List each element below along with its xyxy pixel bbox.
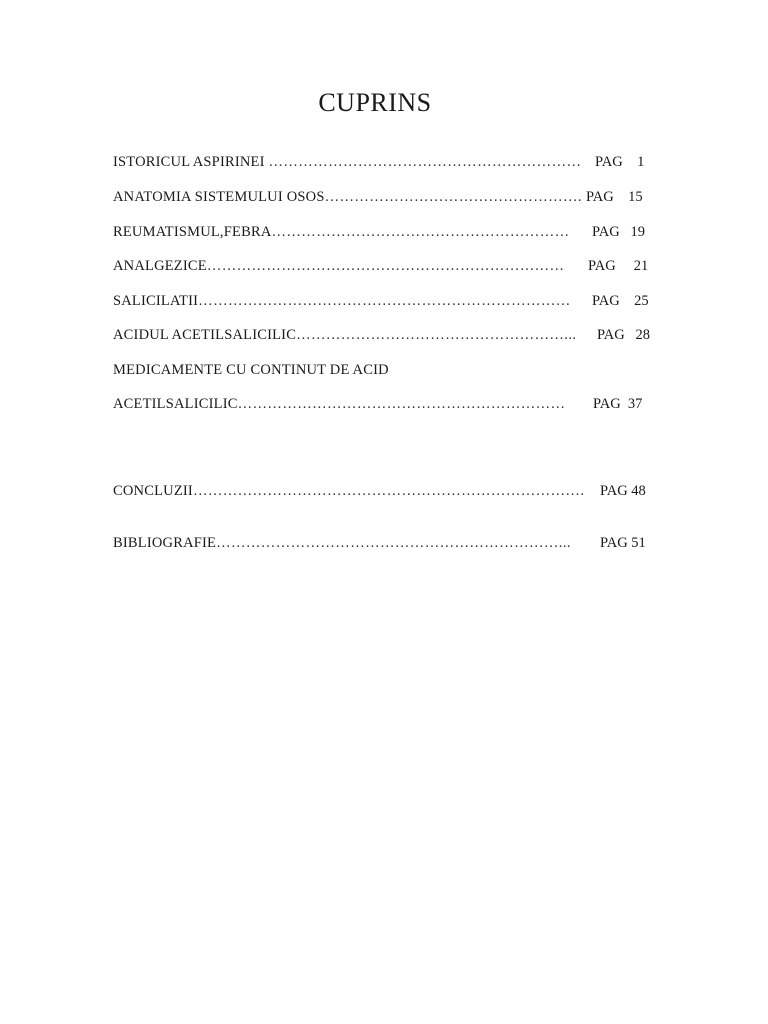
toc-page-number: PAG 1 xyxy=(595,154,645,170)
toc-page-number: PAG 48 xyxy=(600,483,646,499)
toc-page-number: PAG 51 xyxy=(600,535,646,551)
page-title: CUPRINS xyxy=(318,88,432,117)
toc-leader-dots: ……………………………………………………………… xyxy=(206,258,565,274)
toc-entry-reumatismul xyxy=(113,224,658,241)
toc-page-number: PAG 28 xyxy=(597,327,651,343)
toc-entry-text: BIBLIOGRAFIE xyxy=(113,535,217,551)
toc-entry-text: ACETILSALICILIC xyxy=(113,396,238,412)
toc-entry-text: MEDICAMENTE CU CONTINUT DE ACID xyxy=(113,362,389,378)
toc-page-number: PAG 37 xyxy=(593,396,643,412)
toc-entry-istoricul-aspirinei xyxy=(113,154,658,171)
toc-entry-acetilsalicilic xyxy=(113,396,658,413)
toc-entry-concluzii xyxy=(113,483,658,500)
toc-entry-text: ANALGEZICE xyxy=(113,258,207,274)
toc-page-number: PAG 21 xyxy=(588,258,649,274)
toc-page-number: PAG 25 xyxy=(592,293,649,309)
toc-entry-anatomia xyxy=(113,189,658,206)
toc-entry-text: SALICILATII xyxy=(113,293,199,309)
toc-entry-salicilatii xyxy=(113,293,658,310)
toc-leader-dots: …………………………………………………… xyxy=(271,224,570,240)
toc-leader-dots: ……………………………………………………… xyxy=(268,154,582,170)
toc-entry-text: ISTORICUL ASPIRINEI xyxy=(113,154,269,170)
toc-entry-text: REUMATISMUL,FEBRA xyxy=(113,224,272,240)
toc-entry-medicamente xyxy=(113,362,658,379)
toc-entry-text: ACIDUL ACETILSALICILIC xyxy=(113,327,297,343)
toc-page-number: PAG 15 xyxy=(586,189,643,205)
toc-page-number: PAG 19 xyxy=(592,224,646,240)
toc-entry-analgezice xyxy=(113,258,658,275)
toc-leader-dots: ………………………………………………………… xyxy=(237,396,566,412)
toc-leader-dots: ………………………………………………………………… xyxy=(198,293,571,309)
toc-entry-text: ANATOMIA SISTEMULUI OSOS xyxy=(113,189,325,205)
toc-leader-dots: ………………………………………………... xyxy=(296,327,577,343)
toc-leader-dots: ……………………………………………………………... xyxy=(216,535,571,551)
toc-entry-acidul-acetilsalicilic xyxy=(113,327,658,344)
toc-entry-text: CONCLUZII xyxy=(113,483,193,499)
toc-leader-dots: ……………………………………………. xyxy=(324,189,582,205)
toc-leader-dots: ……………………………………………………………………. xyxy=(192,483,585,499)
toc-entry-bibliografie xyxy=(113,535,658,552)
